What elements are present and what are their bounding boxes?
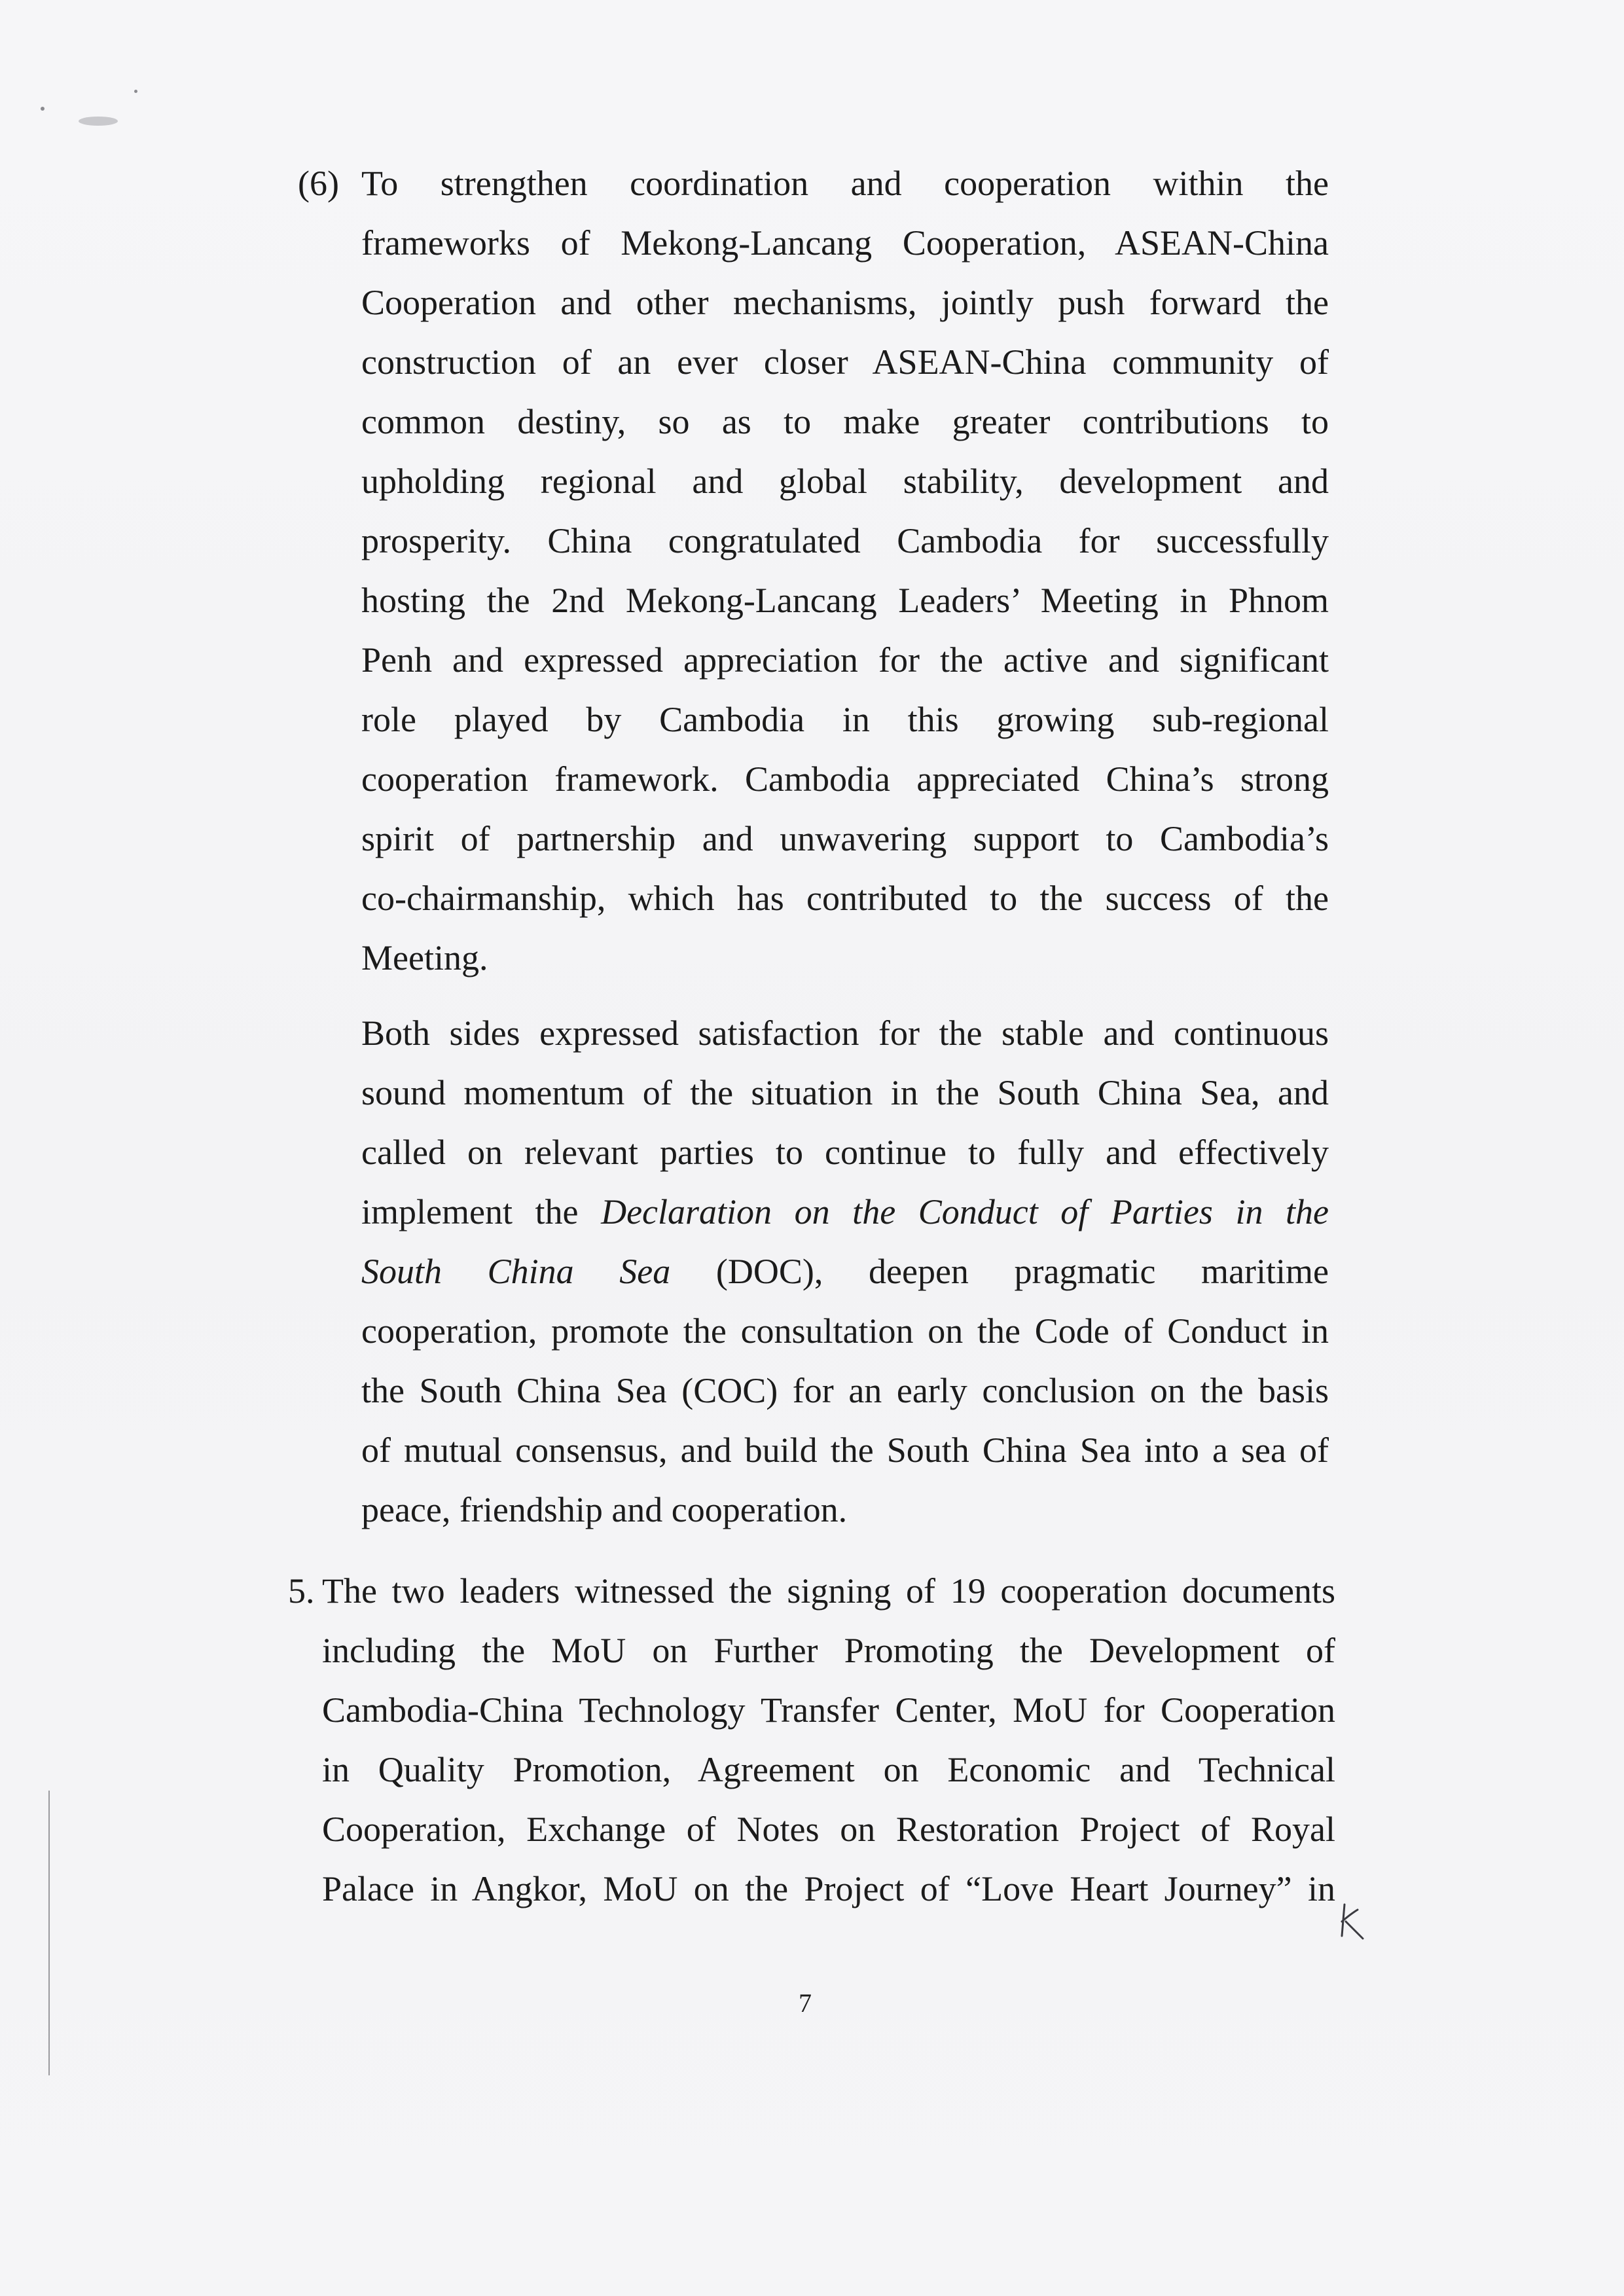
text-line: Penh and expressed appreciation for the active and significant — [361, 640, 1329, 680]
scan-speck — [41, 107, 45, 111]
text-line: of mutual consensus, and build the South China Sea into a sea of — [361, 1430, 1329, 1470]
item-6-paragraph — [361, 154, 1329, 988]
text-fragment: implement the — [361, 1192, 602, 1231]
text-line: frameworks of Mekong-Lancang Cooperation, ASEAN-China — [361, 223, 1329, 263]
scan-speck — [134, 90, 137, 93]
text-line: peace, friendship and cooperation. — [361, 1490, 848, 1529]
text-line: Cooperation, Exchange of Notes on Restoration Project of Royal — [322, 1810, 1335, 1849]
item-5-paragraph — [322, 1561, 1335, 1919]
text-line: upholding regional and global stability, development and — [361, 462, 1329, 501]
text-fragment: (DOC), deepen pragmatic maritime — [670, 1252, 1329, 1291]
text-line: Meeting. — [361, 938, 488, 977]
scan-margin-line — [48, 1791, 50, 2075]
text-line: Cooperation and other mechanisms, jointly push forward the — [361, 283, 1329, 322]
text-line: role played by Cambodia in this growing sub-regional — [361, 700, 1329, 739]
text-line: cooperation, promote the consultation on the Code of Conduct in — [361, 1311, 1329, 1351]
handwritten-initial-mark — [1335, 1902, 1368, 1941]
text-line: spirit of partnership and unwavering support to Cambodia’s — [361, 819, 1329, 858]
item-6-label: (6) — [298, 164, 339, 203]
item-5-label: 5. — [288, 1571, 315, 1611]
text-line: in Quality Promotion, Agreement on Economic and Technical — [322, 1750, 1335, 1789]
south-china-sea-paragraph — [361, 1004, 1329, 1540]
scan-speck — [79, 117, 118, 126]
text-line: Cambodia-China Technology Transfer Center, MoU for Cooperation — [322, 1690, 1335, 1730]
text-line: including the MoU on Further Promoting the Development of — [322, 1631, 1335, 1670]
text-line: To strengthen coordination and cooperation within the — [361, 164, 1329, 203]
page-number: 7 — [799, 1988, 812, 2018]
text-line: The two leaders witnessed the signing of 19 cooperation documents — [322, 1571, 1335, 1611]
text-line — [361, 1182, 1329, 1242]
text-line: the South China Sea (COC) for an early conclusion on the basis — [361, 1371, 1329, 1410]
doc-title-italic: South China Sea — [361, 1252, 671, 1291]
text-line: hosting the 2nd Mekong-Lancang Leaders’ Meeting in Phnom — [361, 581, 1329, 620]
text-line: Palace in Angkor, MoU on the Project of “Love Heart Journey” in — [322, 1869, 1335, 1908]
text-line: prosperity. China congratulated Cambodia for successfully — [361, 521, 1329, 560]
doc-title-italic: Declaration on the Conduct of Parties in the — [601, 1192, 1329, 1231]
text-line: called on relevant parties to continue to fully and effectively — [361, 1133, 1329, 1172]
text-line: common destiny, so as to make greater contributions to — [361, 402, 1329, 441]
text-line: co-chairmanship, which has contributed to the success of the — [361, 879, 1329, 918]
text-line: cooperation framework. Cambodia appreciated China’s strong — [361, 759, 1329, 799]
text-line: Both sides expressed satisfaction for the stable and continuous — [361, 1013, 1329, 1053]
text-line: sound momentum of the situation in the South China Sea, and — [361, 1073, 1329, 1112]
text-line: construction of an ever closer ASEAN-China community of — [361, 342, 1329, 382]
text-line — [361, 1242, 1329, 1302]
